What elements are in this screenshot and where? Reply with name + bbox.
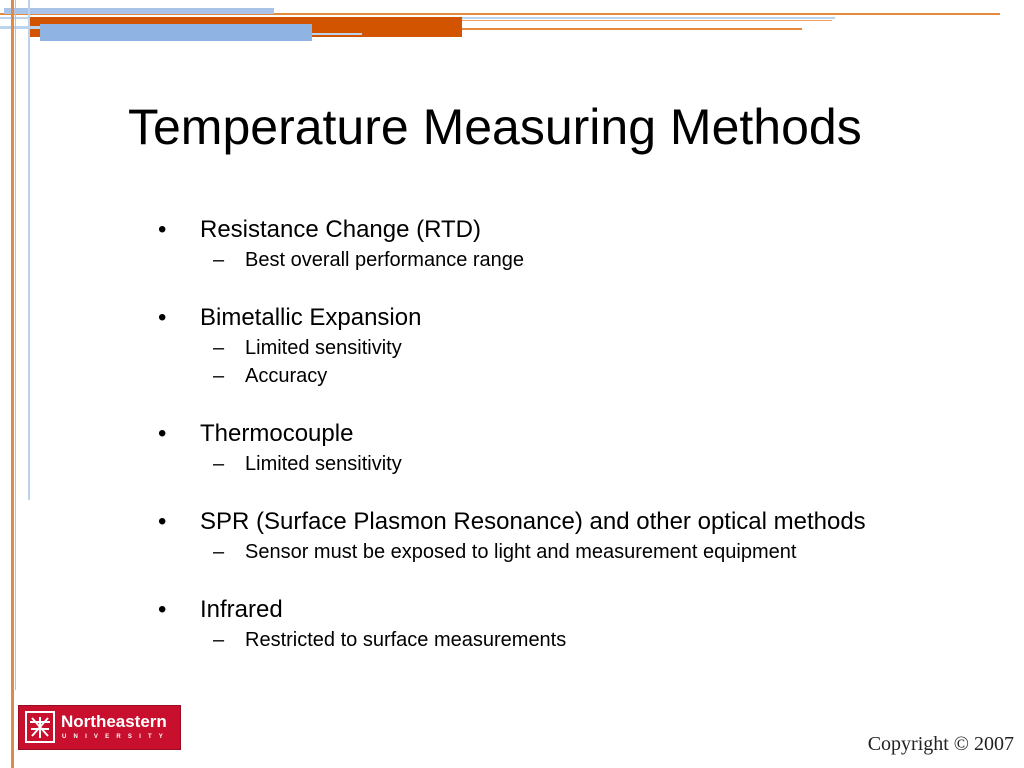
bullet-mark: • — [158, 508, 167, 535]
bullet-list — [156, 214, 996, 682]
bullet-mark: • — [158, 216, 167, 243]
dash-mark: – — [213, 629, 225, 651]
bullet-item — [156, 418, 996, 450]
bullet-group-rtd — [156, 214, 996, 274]
bullet-item — [156, 506, 996, 538]
bullet-item — [156, 302, 996, 334]
dash-mark: – — [213, 453, 225, 475]
dash-mark: – — [213, 365, 225, 387]
university-emblem-icon — [25, 711, 55, 743]
bullet-text: Resistance Change (RTD) — [200, 216, 482, 243]
sub-bullet-item — [156, 450, 996, 478]
copyright-notice: Copyright © 2007 — [867, 733, 1014, 755]
bullet-item — [156, 594, 996, 626]
sub-bullet-text: Sensor must be exposed to light and measurement equipment — [245, 541, 797, 563]
logo-name: Northeastern — [61, 712, 167, 731]
bullet-mark: • — [158, 420, 167, 447]
bullet-item — [156, 214, 996, 246]
bullet-text: Thermocouple — [200, 420, 354, 447]
dash-mark: – — [213, 249, 225, 271]
dash-mark: – — [213, 541, 225, 563]
sub-bullet-text: Limited sensitivity — [245, 453, 402, 475]
northeastern-logo — [18, 705, 181, 750]
sub-bullet-text: Restricted to surface measurements — [245, 629, 567, 651]
logo-subtitle: UNIVERSITY — [62, 734, 171, 740]
sub-bullet-text: Limited sensitivity — [245, 337, 402, 359]
sub-bullet-item — [156, 246, 996, 274]
sub-bullet-text: Best overall performance range — [245, 249, 525, 271]
bullet-text: Infrared — [200, 596, 283, 623]
slide-title: Temperature Measuring Methods — [128, 99, 862, 155]
bullet-mark: • — [158, 304, 167, 331]
sub-bullet-item — [156, 538, 996, 566]
sub-bullet-item — [156, 334, 996, 362]
bullet-mark: • — [158, 596, 167, 623]
bullet-group-bimetallic — [156, 302, 996, 390]
bullet-group-infrared — [156, 594, 996, 654]
bullet-group-spr — [156, 506, 996, 566]
dash-mark: – — [213, 337, 225, 359]
sub-bullet-text: Accuracy — [245, 365, 328, 387]
bullet-group-thermocouple — [156, 418, 996, 478]
bullet-text: Bimetallic Expansion — [200, 304, 422, 331]
bullet-text: SPR (Surface Plasmon Resonance) and other optical methods — [200, 508, 866, 535]
sub-bullet-item — [156, 626, 996, 654]
sub-bullet-item — [156, 362, 996, 390]
